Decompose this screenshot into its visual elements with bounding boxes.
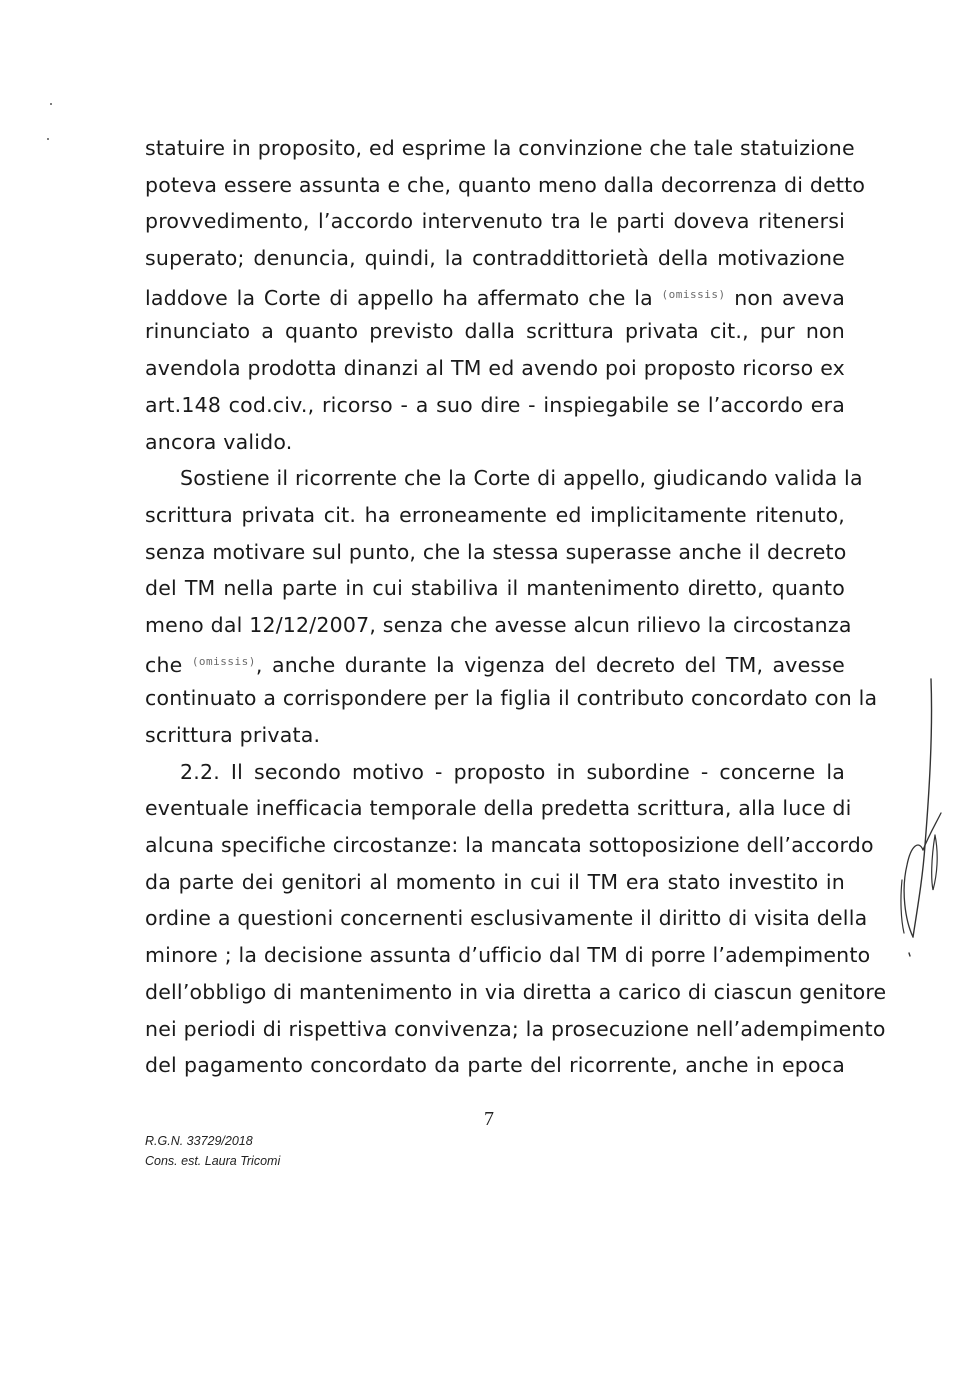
text-line: nei periodi di rispettiva convivenza; la prosecuzione nell’adempimento (145, 1016, 886, 1041)
text-line: ordine a questioni concernenti esclusivamente il diritto di visita della (145, 906, 868, 931)
text-line: avendola prodotta dinanzi al TM ed avendo poi proposto ricorso ex (145, 356, 845, 381)
text-line: del TM nella parte in cui stabiliva il mantenimento diretto, quanto (145, 576, 845, 601)
omissis-redaction: (omissis) (661, 287, 726, 301)
text-line: dell’obbligo di mantenimento in via diretta a carico di ciascun genitore (145, 979, 887, 1004)
text-line: poteva essere assunta e che, quanto meno dalla decorrenza di detto (145, 172, 866, 197)
handwritten-signature (893, 675, 953, 965)
text-line: meno dal 12/12/2007, senza che avesse alcun rilievo la circostanza (145, 612, 852, 637)
footer (145, 1131, 280, 1171)
omissis-redaction: (omissis) (191, 654, 256, 668)
text-line: continuato a corrispondere per la figlia il contributo concordato con la (145, 686, 878, 711)
text-line: alcuna specifiche circostanze: la mancata sottoposizione dell’accordo (145, 833, 874, 858)
text-line: del pagamento concordato da parte del ricorrente, anche in epoca (145, 1053, 845, 1078)
text-line: art.148 cod.civ., ricorso - a suo dire - inspiegabile se l’accordo era (145, 392, 845, 417)
text-line: rinunciato a quanto previsto dalla scrittura privata cit., pur non (145, 319, 845, 344)
case-number: R.G.N. 33729/2018 (145, 1134, 253, 1148)
text-line: Sostiene il ricorrente che la Corte di appello, giudicando valida la (180, 466, 863, 491)
text-line: statuire in proposito, ed esprime la convinzione che tale statuizione (145, 136, 855, 160)
text-line: superato; denuncia, quindi, la contraddittorietà della motivazione (145, 246, 845, 271)
text-line: scrittura privata cit. ha erroneamente ed implicitamente ritenuto, (145, 502, 845, 527)
text-line: senza motivare sul punto, che la stessa superasse anche il decreto (145, 539, 847, 564)
text-line (145, 644, 845, 681)
text-segment: che (145, 652, 183, 677)
text-line: 2.2. Il secondo motivo - proposto in subordine - concerne la (180, 759, 845, 784)
text-line (145, 277, 845, 314)
text-line: eventuale inefficacia temporale della predetta scrittura, alla luce di (145, 796, 852, 821)
text-line: ancora valido. (145, 429, 293, 454)
text-line: minore ; la decisione assunta d’ufficio dal TM di porre l’adempimento (145, 943, 871, 968)
text-segment: , anche durante la vigenza del decreto del TM, avesse (255, 652, 845, 677)
page-number: 7 (484, 1108, 494, 1130)
text-segment: laddove la Corte di appello ha affermato che la (145, 285, 653, 310)
body-text (145, 130, 887, 1084)
text-line: scrittura privata. (145, 723, 321, 747)
judge-rapporteur: Cons. est. Laura Tricomi (145, 1154, 281, 1168)
scan-speck (50, 103, 52, 105)
text-segment: non aveva (734, 285, 845, 310)
text-line: provvedimento, l’accordo intervenuto tra le parti doveva ritenersi (145, 209, 845, 234)
text-line: da parte dei genitori al momento in cui il TM era stato investito in (145, 869, 845, 894)
scan-speck (47, 138, 49, 140)
